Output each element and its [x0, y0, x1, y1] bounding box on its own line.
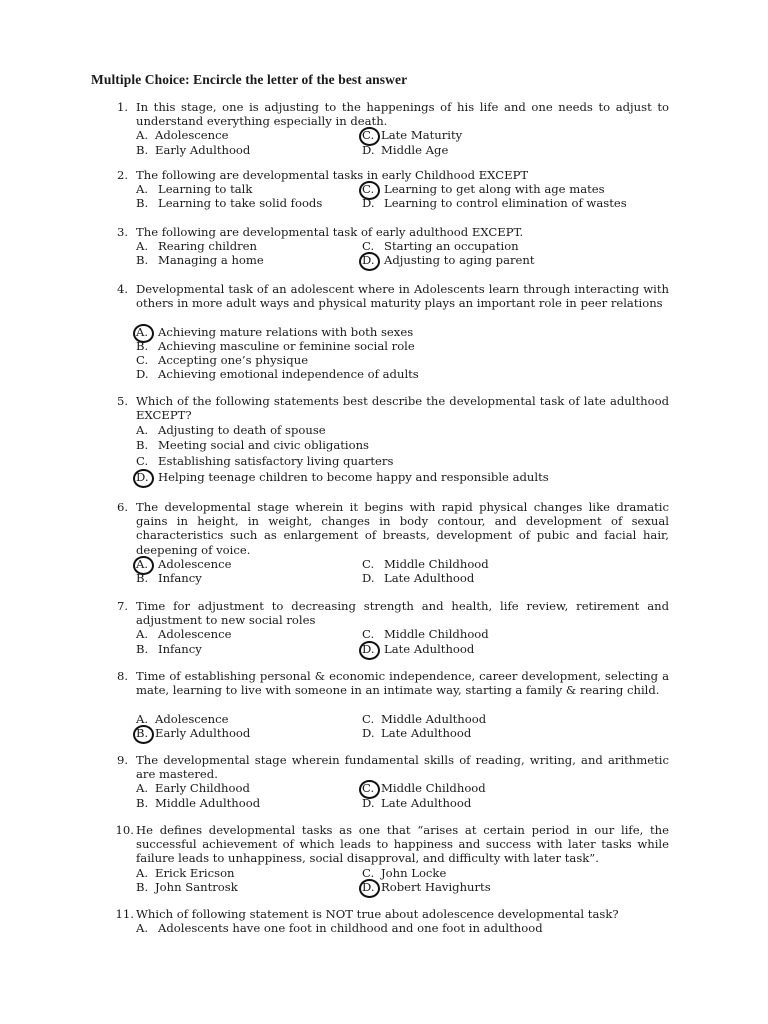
option-text: Adolescence: [158, 556, 232, 571]
question-number: 1.: [116, 100, 128, 114]
option-text: Achieving mature relations with both sexes: [158, 324, 414, 339]
encircled-answer-letter: A.: [136, 557, 158, 571]
answer-option-a[interactable]: [136, 557, 231, 571]
option-letter: D.: [136, 367, 149, 382]
answer-option-d[interactable]: [362, 642, 474, 656]
option-letter: A.: [136, 921, 149, 936]
option-text: Middle Age: [381, 142, 449, 157]
option-letter: C.: [362, 627, 375, 642]
option-letter: B.: [136, 438, 149, 452]
option-text: Learning to take solid foods: [158, 196, 323, 211]
answer-option-c[interactable]: [362, 781, 486, 795]
option-text: Achieving masculine or feminine social role: [158, 338, 415, 353]
question-number: 11.: [115, 907, 134, 921]
option-text: Robert Havighurts: [381, 879, 491, 894]
option-text: Erick Ericson: [155, 865, 235, 880]
option-text: Infancy: [158, 641, 202, 656]
answer-option-b[interactable]: [136, 796, 260, 810]
option-text: Learning to get along with age mates: [384, 182, 605, 197]
question-number: 8.: [116, 669, 128, 683]
option-letter: C.: [362, 711, 375, 726]
answer-option-c[interactable]: [362, 627, 489, 641]
encircled-answer-letter: D.: [362, 253, 384, 267]
option-text: Adjusting to aging parent: [384, 253, 535, 268]
answer-option-d[interactable]: [362, 571, 474, 585]
option-text: Adolescence: [158, 627, 232, 642]
option-letter: C.: [362, 865, 375, 880]
option-text: Accepting one’s physique: [158, 353, 309, 367]
option-text: Starting an occupation: [384, 239, 519, 254]
option-text: Helping teenage children to become happy and responsible adults: [158, 470, 549, 484]
option-letter: A.: [136, 627, 149, 642]
answer-option-d[interactable]: [362, 796, 471, 810]
question-number: 6.: [116, 500, 128, 514]
option-letter: A.: [136, 781, 149, 796]
option-text: Establishing satisfactory living quarters: [158, 454, 394, 468]
answer-option-c[interactable]: [362, 128, 462, 142]
answer-option-d[interactable]: [136, 470, 549, 484]
answer-option-c[interactable]: [362, 239, 519, 253]
question-text: The following are developmental tasks in early Childhood EXCEPT: [136, 168, 529, 182]
question-text: Which of the following statements best describe the developmental task of late adulthood EXCEPT?: [136, 394, 669, 423]
option-letter: D.: [362, 725, 375, 740]
answer-option-b[interactable]: [136, 196, 322, 210]
option-text: Learning to control elimination of wastes: [384, 196, 627, 211]
option-letter: B.: [136, 142, 149, 157]
option-letter: A.: [136, 423, 149, 437]
answer-option-d[interactable]: [362, 196, 627, 210]
option-letter: C.: [362, 239, 375, 254]
encircled-answer-letter: C.: [362, 128, 381, 142]
answer-option-b[interactable]: [136, 339, 415, 353]
answer-option-b[interactable]: [136, 726, 250, 740]
option-text: Late Adulthood: [381, 795, 472, 810]
option-text: Early Adulthood: [155, 725, 251, 740]
answer-option-c[interactable]: [136, 353, 308, 367]
question-number: 2.: [116, 168, 128, 182]
answer-option-c[interactable]: [362, 557, 489, 571]
option-text: Middle Childhood: [384, 627, 489, 642]
answer-option-c[interactable]: [362, 712, 486, 726]
option-text: Adolescence: [155, 128, 229, 143]
option-text: Late Adulthood: [384, 641, 475, 656]
encircled-answer-letter: C.: [362, 182, 384, 196]
option-letter: B.: [136, 571, 149, 585]
answer-option-d[interactable]: [362, 726, 471, 740]
question-number: 7.: [116, 599, 128, 613]
question-text: Which of following statement is NOT true about adolescence developmental task?: [136, 907, 619, 921]
option-letter: A.: [136, 711, 149, 726]
question-number: 4.: [116, 282, 128, 296]
answer-option-d[interactable]: [362, 880, 491, 894]
option-text: Middle Childhood: [381, 781, 486, 796]
answer-option-b[interactable]: [136, 571, 202, 585]
option-text: Middle Childhood: [384, 556, 489, 571]
question-text: Developmental task of an adolescent where in Adolescents learn through interacting with others in more adult ways and physical maturity plays an important role in peer relations: [136, 282, 669, 311]
option-text: Adjusting to death of spouse: [158, 423, 326, 437]
answer-option-b[interactable]: [136, 880, 238, 894]
answer-option-a[interactable]: [136, 239, 257, 253]
answer-option-c[interactable]: [362, 182, 605, 196]
answer-option-d[interactable]: [362, 143, 448, 157]
answer-option-a[interactable]: [136, 627, 231, 641]
encircled-answer-letter: A.: [136, 325, 158, 339]
option-text: Learning to talk: [158, 182, 253, 197]
answer-option-a[interactable]: [136, 921, 543, 935]
answer-option-a[interactable]: [136, 128, 228, 142]
answer-option-b[interactable]: [136, 642, 202, 656]
answer-option-a[interactable]: [136, 712, 228, 726]
option-text: Adolescents have one foot in childhood and one foot in adulthood: [158, 921, 543, 936]
option-letter: B.: [136, 879, 149, 894]
encircled-answer-letter: B.: [136, 726, 155, 740]
option-text: Late Adulthood: [381, 725, 472, 740]
option-letter: A.: [136, 239, 149, 254]
question-number: 9.: [116, 753, 128, 767]
option-text: Middle Adulthood: [381, 711, 487, 726]
question-text: The developmental stage wherein it begins with rapid physical changes like dramatic gains in height, in weight, changes in body contour, and development of sexual characteristics such as enlargement of breasts, development of pubic and facial hair, deepening of voice.: [136, 500, 669, 557]
answer-option-c[interactable]: [362, 866, 446, 880]
option-letter: C.: [362, 556, 375, 571]
option-text: Infancy: [158, 571, 202, 585]
option-text: Early Adulthood: [155, 142, 251, 157]
option-text: John Santrosk: [155, 879, 238, 894]
option-letter: C.: [136, 353, 149, 367]
option-letter: D.: [362, 795, 375, 810]
option-letter: A.: [136, 182, 149, 197]
option-text: John Locke: [381, 865, 447, 880]
option-text: Managing a home: [158, 253, 264, 268]
encircled-answer-letter: C.: [362, 781, 381, 795]
answer-option-a[interactable]: [136, 182, 252, 196]
answer-option-d[interactable]: [362, 253, 535, 267]
question-text: He defines developmental tasks as one that “arises at certain period in our life, the successful achievement of which leads to happiness and success with later tasks while failure leads to unhappiness, social disapproval, and difficulty with later task”.: [136, 823, 669, 866]
encircled-answer-letter: D.: [362, 880, 381, 894]
question-text: The following are developmental task of early adulthood EXCEPT.: [136, 225, 524, 239]
question-number: 5.: [116, 394, 128, 408]
question-number: 3.: [116, 225, 128, 239]
option-text: Rearing children: [158, 239, 257, 254]
answer-option-d[interactable]: [136, 367, 419, 381]
option-letter: D.: [362, 196, 375, 211]
option-text: Late Maturity: [381, 128, 463, 143]
answer-option-a[interactable]: [136, 325, 413, 339]
option-letter: B.: [136, 338, 149, 353]
page-heading: Multiple Choice: Encircle the letter of the best answer: [91, 72, 408, 87]
answer-option-a[interactable]: [136, 781, 250, 795]
option-text: Adolescence: [155, 711, 229, 726]
option-text: Early Childhood: [155, 781, 250, 796]
option-letter: C.: [136, 454, 149, 468]
answer-option-c[interactable]: [136, 454, 393, 468]
option-text: Meeting social and civic obligations: [158, 438, 370, 452]
option-letter: D.: [362, 571, 375, 585]
option-letter: D.: [362, 142, 375, 157]
option-letter: A.: [136, 128, 149, 143]
question-number: 10.: [115, 823, 134, 837]
answer-option-a[interactable]: [136, 423, 326, 437]
option-text: Middle Adulthood: [155, 795, 261, 810]
option-letter: B.: [136, 196, 149, 211]
question-text: Time for adjustment to decreasing strength and health, life review, retirement and adjustment to new social roles: [136, 599, 669, 628]
option-letter: B.: [136, 795, 149, 810]
encircled-answer-letter: D.: [362, 642, 384, 656]
question-text: In this stage, one is adjusting to the happenings of his life and one needs to adjust to understand everything especially in death.: [136, 100, 669, 129]
answer-option-b[interactable]: [136, 253, 264, 267]
option-letter: B.: [136, 253, 149, 268]
answer-option-b[interactable]: [136, 143, 250, 157]
answer-option-a[interactable]: [136, 866, 235, 880]
question-text: The developmental stage wherein fundamental skills of reading, writing, and arithmetic are mastered.: [136, 753, 669, 782]
encircled-answer-letter: D.: [136, 470, 158, 484]
option-text: Achieving emotional independence of adults: [158, 367, 419, 382]
question-text: Time of establishing personal & economic independence, career development, selecting a mate, learning to live with someone in an intimate way, starting a family & rearing child.: [136, 669, 669, 698]
option-letter: A.: [136, 865, 149, 880]
option-text: Late Adulthood: [384, 571, 475, 585]
option-letter: B.: [136, 641, 149, 656]
answer-option-b[interactable]: [136, 438, 369, 452]
